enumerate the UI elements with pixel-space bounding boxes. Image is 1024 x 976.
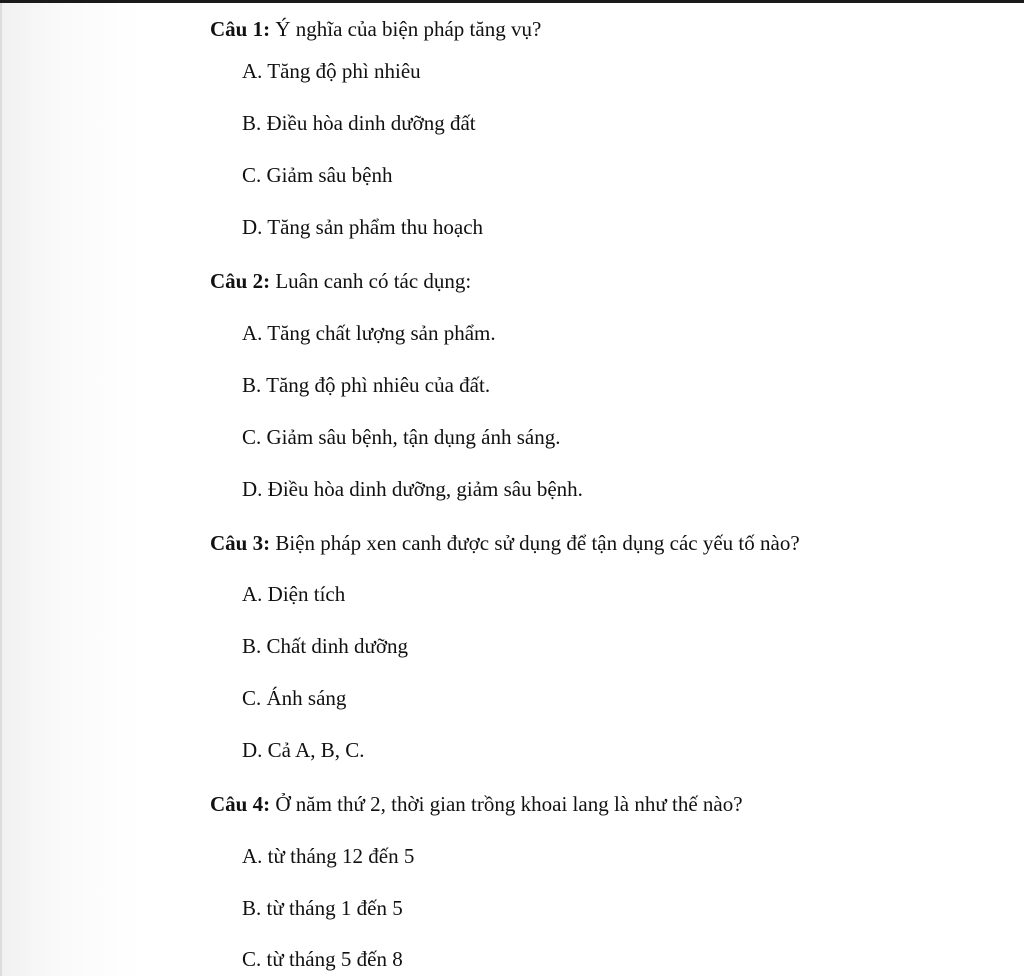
question-1-option-a: A. Tăng độ phì nhiêu bbox=[242, 59, 421, 83]
question-2 bbox=[210, 268, 471, 294]
question-3-text: Biện pháp xen canh được sử dụng để tận dụng các yếu tố nào? bbox=[270, 531, 800, 555]
question-4-option-b: B. từ tháng 1 đến 5 bbox=[242, 896, 403, 920]
question-2-option-d: D. Điều hòa dinh dưỡng, giảm sâu bệnh. bbox=[242, 477, 583, 501]
question-4-option-c: C. từ tháng 5 đến 8 bbox=[242, 947, 403, 971]
question-3-option-b: B. Chất dinh dưỡng bbox=[242, 634, 408, 658]
question-2-option-c: C. Giảm sâu bệnh, tận dụng ánh sáng. bbox=[242, 425, 561, 449]
question-1-option-d: D. Tăng sản phẩm thu hoạch bbox=[242, 215, 484, 239]
question-1-text: Ý nghĩa của biện pháp tăng vụ? bbox=[270, 17, 542, 41]
question-1 bbox=[210, 16, 541, 42]
question-4 bbox=[210, 791, 743, 817]
question-3-option-d: D. Cả A, B, C. bbox=[242, 738, 365, 762]
question-1-option-b: B. Điều hòa dinh dưỡng đất bbox=[242, 111, 476, 135]
question-2-label: Câu 2: bbox=[210, 269, 271, 293]
question-4-text: Ở năm thứ 2, thời gian trồng khoai lang là như thế nào? bbox=[270, 792, 743, 816]
question-3-option-a: A. Diện tích bbox=[242, 582, 346, 606]
question-2-text: Luân canh có tác dụng: bbox=[270, 269, 472, 293]
question-1-label: Câu 1: bbox=[210, 17, 271, 41]
question-4-label: Câu 4: bbox=[210, 792, 271, 816]
question-3-option-c: C. Ánh sáng bbox=[242, 686, 347, 710]
question-1-option-c: C. Giảm sâu bệnh bbox=[242, 163, 393, 187]
question-4-option-a: A. từ tháng 12 đến 5 bbox=[242, 844, 415, 868]
question-3 bbox=[210, 530, 800, 556]
question-2-option-b: B. Tăng độ phì nhiêu của đất. bbox=[242, 373, 491, 397]
question-3-label: Câu 3: bbox=[210, 531, 271, 555]
document-page bbox=[2, 3, 1024, 976]
question-2-option-a: A. Tăng chất lượng sản phẩm. bbox=[242, 321, 496, 345]
